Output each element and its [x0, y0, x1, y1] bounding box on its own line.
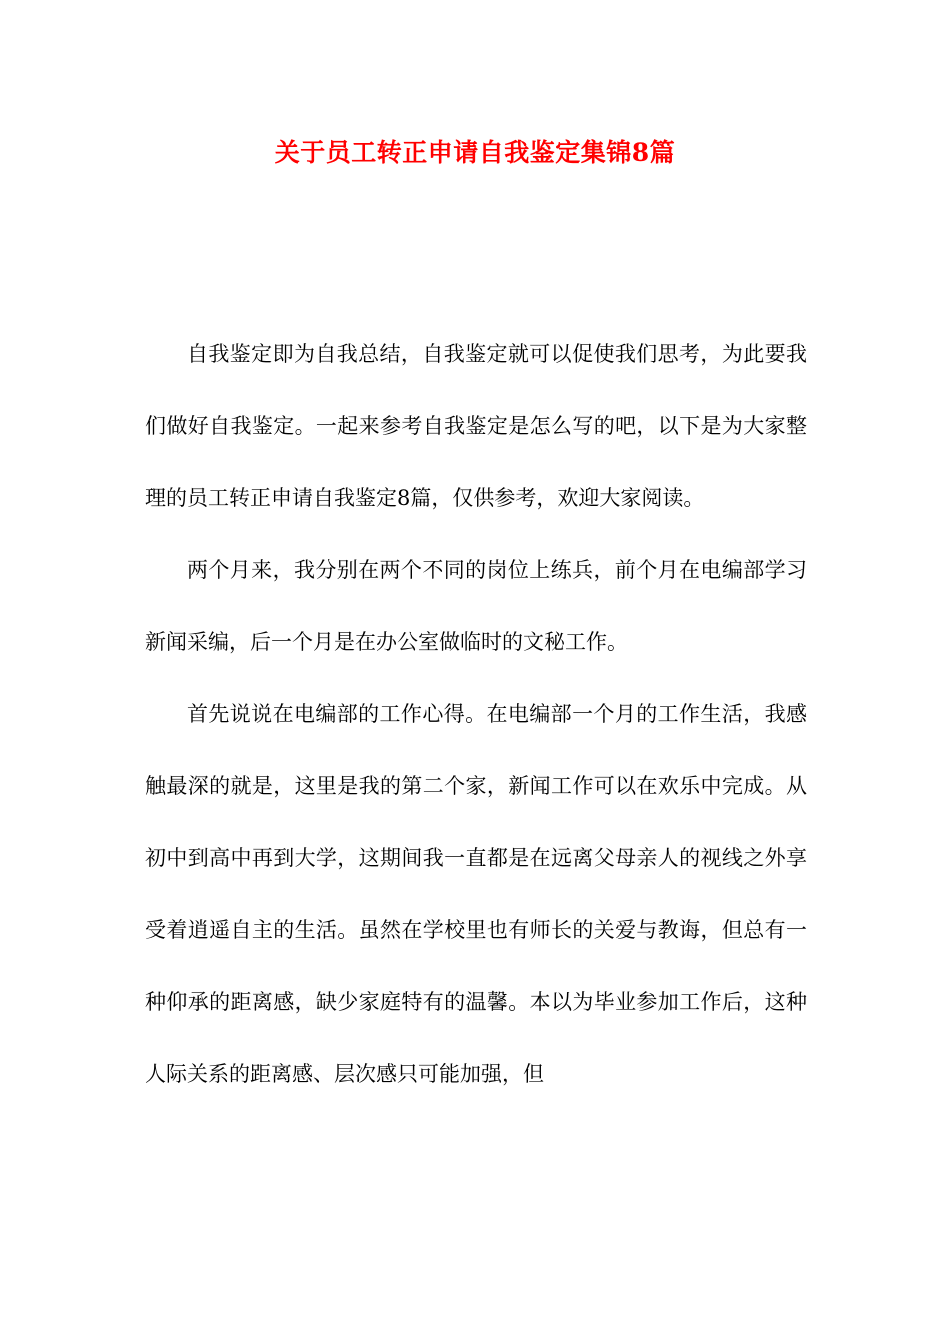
document-body — [145, 318, 807, 1110]
paragraph-intro: 自我鉴定即为自我总结，自我鉴定就可以促使我们思考，为此要我们做好自我鉴定。一起来参考自我鉴定是怎么写的吧，以下是为大家整理的员工转正申请自我鉴定8篇，仅供参考，欢迎大家阅读。 — [145, 342, 807, 510]
paragraph-editing-department: 首先说说在电编部的工作心得。在电编部一个月的工作生活，我感触最深的就是，这里是我的第二个家，新闻工作可以在欢乐中完成。从初中到高中再到大学，这期间我一直都是在远离父母亲人的视线之外享受着逍遥自主的生活。虽然在学校里也有师长的关爱与教诲，但总有一种仰承的距离感，缺少家庭特有的温馨。本以为毕业参加工作后，这种人际关系的距离感、层次感只可能加强，但 — [145, 702, 807, 1086]
paragraph-two-months: 两个月来，我分别在两个不同的岗位上练兵，前个月在电编部学习新闻采编，后一个月是在办公室做临时的文秘工作。 — [145, 558, 807, 654]
document-title: 关于员工转正申请自我鉴定集锦8篇 — [274, 138, 676, 167]
